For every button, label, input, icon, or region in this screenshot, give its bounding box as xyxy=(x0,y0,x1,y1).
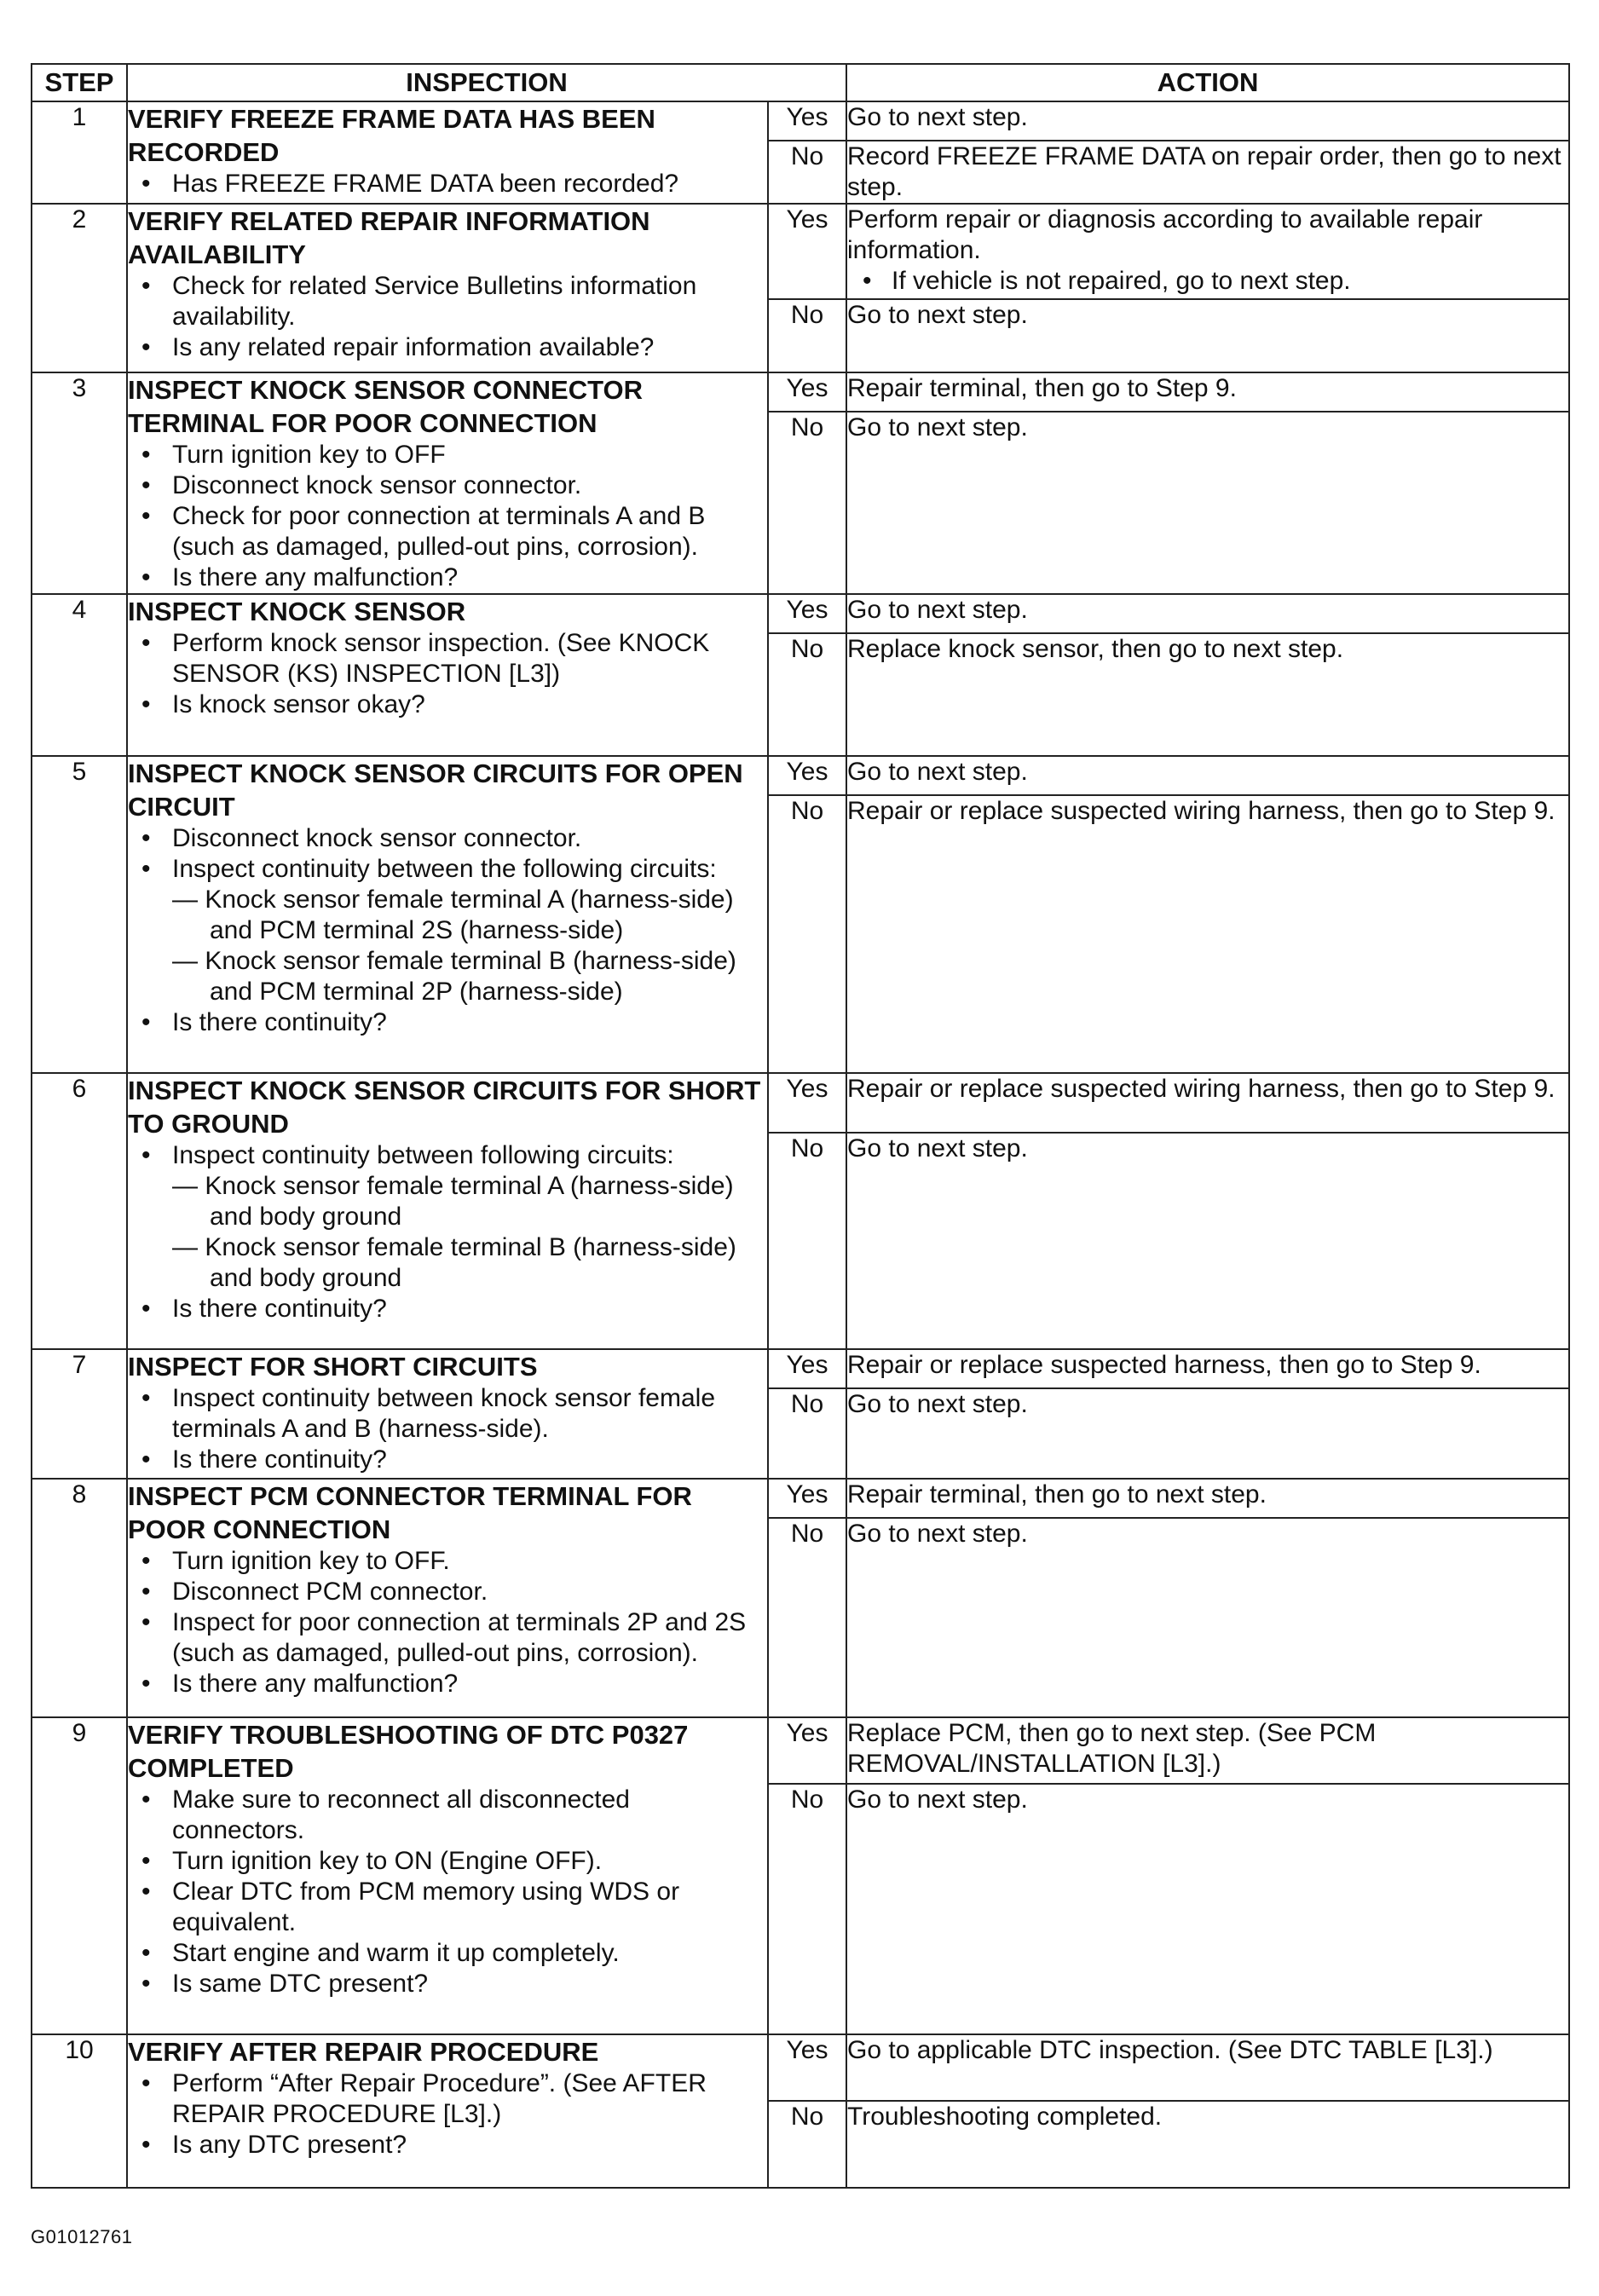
inspection-list xyxy=(128,1785,767,1999)
no-label: No xyxy=(768,633,846,756)
no-action xyxy=(846,1784,1569,2034)
yes-label: Yes xyxy=(768,1073,846,1133)
inspection-item-text: Has FREEZE FRAME DATA been recorded? xyxy=(172,170,679,198)
inspection-item xyxy=(128,1785,767,1846)
inspection-cell xyxy=(127,1479,768,1717)
inspection-list xyxy=(128,440,767,593)
no-action-text: Go to next step. xyxy=(847,1390,1028,1418)
inspection-item-text: Is there continuity? xyxy=(172,1295,387,1323)
step-row xyxy=(32,1073,1569,1133)
no-action xyxy=(846,412,1569,594)
inspection-cell xyxy=(127,1349,768,1479)
inspection-list xyxy=(128,1383,767,1475)
yes-label: Yes xyxy=(768,204,846,299)
yes-action-text: Repair terminal, then go to next step. xyxy=(847,1480,1267,1509)
step-title: INSPECT PCM CONNECTOR TERMINAL FOR POOR CONNECTION xyxy=(128,1481,692,1544)
step-title: INSPECT KNOCK SENSOR CONNECTOR TERMINAL FOR POOR CONNECTION xyxy=(128,375,643,438)
inspection-item xyxy=(128,1140,767,1294)
inspection-item xyxy=(128,440,767,470)
inspection-item xyxy=(128,628,767,689)
inspection-item xyxy=(128,823,767,854)
no-action-text: Record FREEZE FRAME DATA on repair order, then go to next step. xyxy=(847,142,1561,201)
inspection-list xyxy=(128,169,767,199)
inspection-item xyxy=(128,332,767,363)
no-label: No xyxy=(768,795,846,1073)
action-list xyxy=(847,266,1568,297)
no-action-text: Go to next step. xyxy=(847,1520,1028,1548)
diagnostic-procedure-table xyxy=(31,63,1570,2189)
inspection-cell xyxy=(127,204,768,372)
no-action-text: Go to next step. xyxy=(847,413,1028,441)
no-action xyxy=(846,1388,1569,1479)
step-row xyxy=(32,2034,1569,2101)
step-row xyxy=(32,372,1569,412)
yes-label: Yes xyxy=(768,1479,846,1518)
figure-id: G01012761 xyxy=(31,2226,133,2247)
inspection-cell xyxy=(127,756,768,1073)
step-number: 8 xyxy=(32,1479,127,1717)
no-action-text: Troubleshooting completed. xyxy=(847,2103,1163,2131)
no-action xyxy=(846,633,1569,756)
header-inspection: INSPECTION xyxy=(127,64,846,101)
inspection-subitem: — Knock sensor female terminal A (harness-side) and body ground xyxy=(172,1172,734,1231)
yes-action-text: Repair terminal, then go to Step 9. xyxy=(847,374,1237,402)
step-title: INSPECT KNOCK SENSOR CIRCUITS FOR SHORT TO GROUND xyxy=(128,1076,761,1139)
inspection-item-text: Is there continuity? xyxy=(172,1008,387,1036)
inspection-item-text: Is same DTC present? xyxy=(172,1970,429,1998)
yes-action-text: Go to next step. xyxy=(847,758,1028,786)
inspection-item xyxy=(128,2130,767,2160)
inspection-item-text: Turn ignition key to OFF xyxy=(172,441,446,469)
step-row xyxy=(32,101,1569,141)
no-action xyxy=(846,1518,1569,1717)
inspection-list xyxy=(128,1546,767,1699)
no-action-text: Repair or replace suspected wiring harness, then go to Step 9. xyxy=(847,797,1556,825)
inspection-item xyxy=(128,501,767,562)
yes-label: Yes xyxy=(768,756,846,795)
step-row xyxy=(32,1717,1569,1784)
step-number: 3 xyxy=(32,372,127,594)
action-item: • If vehicle is not repaired, go to next step. xyxy=(847,266,1568,297)
yes-action-text: Go to next step. xyxy=(847,103,1028,131)
inspection-item xyxy=(128,1383,767,1445)
step-row xyxy=(32,594,1569,633)
yes-action xyxy=(846,1717,1569,1784)
inspection-subitem: — Knock sensor female terminal B (harness-side) and body ground xyxy=(172,1233,736,1292)
inspection-item-text: Inspect continuity between following circuits: xyxy=(172,1141,674,1169)
step-number: 6 xyxy=(32,1073,127,1349)
yes-action-text: Replace PCM, then go to next step. (See PCM REMOVAL/INSTALLATION [L3].) xyxy=(847,1719,1377,1778)
inspection-item-text: Is knock sensor okay? xyxy=(172,690,425,718)
inspection-item-text: Clear DTC from PCM memory using WDS or equivalent. xyxy=(172,1878,680,1936)
step-row xyxy=(32,204,1569,299)
step-number: 4 xyxy=(32,594,127,756)
inspection-item-text: Turn ignition key to OFF. xyxy=(172,1547,450,1575)
yes-action-text: Repair or replace suspected harness, then go to Step 9. xyxy=(847,1351,1481,1379)
step-title: INSPECT KNOCK SENSOR CIRCUITS FOR OPEN CIRCUIT xyxy=(128,759,743,822)
inspection-list xyxy=(128,271,767,363)
inspection-cell xyxy=(127,2034,768,2188)
yes-action-text: Perform repair or diagnosis according to available repair information. xyxy=(847,205,1483,264)
document-page xyxy=(31,63,1568,2189)
yes-action xyxy=(846,2034,1569,2101)
yes-action xyxy=(846,1073,1569,1133)
no-label: No xyxy=(768,2101,846,2188)
no-label: No xyxy=(768,1784,846,2034)
step-title: VERIFY TROUBLESHOOTING OF DTC P0327 COMPLETED xyxy=(128,1720,689,1783)
inspection-subitem: — Knock sensor female terminal A (harness-side) and PCM terminal 2S (harness-side) xyxy=(172,886,734,944)
inspection-item xyxy=(128,169,767,199)
yes-label: Yes xyxy=(768,1349,846,1388)
step-row xyxy=(32,756,1569,795)
no-action xyxy=(846,1133,1569,1349)
no-action xyxy=(846,299,1569,372)
yes-action xyxy=(846,594,1569,633)
yes-action-text: Repair or replace suspected wiring harness, then go to Step 9. xyxy=(847,1075,1556,1103)
yes-action xyxy=(846,1479,1569,1518)
inspection-item-text: Disconnect knock sensor connector. xyxy=(172,471,582,499)
inspection-cell xyxy=(127,372,768,594)
inspection-item xyxy=(128,1294,767,1324)
inspection-item xyxy=(128,562,767,593)
inspection-item-text: Is there any malfunction? xyxy=(172,1670,459,1698)
inspection-item xyxy=(128,1846,767,1877)
yes-action-text: Go to applicable DTC inspection. (See DTC TABLE [L3].) xyxy=(847,2036,1493,2064)
yes-action xyxy=(846,372,1569,412)
inspection-item xyxy=(128,271,767,332)
inspection-item-text: Is there any malfunction? xyxy=(172,563,459,591)
inspection-item xyxy=(128,1445,767,1475)
inspection-item xyxy=(128,1969,767,1999)
inspection-item xyxy=(128,1007,767,1038)
no-action xyxy=(846,141,1569,204)
inspection-item-text: Disconnect PCM connector. xyxy=(172,1578,488,1606)
no-label: No xyxy=(768,412,846,594)
no-action-text: Go to next step. xyxy=(847,1134,1028,1162)
inspection-cell xyxy=(127,1717,768,2034)
yes-action xyxy=(846,101,1569,141)
header-step: STEP xyxy=(32,64,127,101)
inspection-item-text: Is any related repair information available? xyxy=(172,333,655,361)
no-label: No xyxy=(768,1133,846,1349)
inspection-item xyxy=(128,1607,767,1669)
yes-action-text: Go to next step. xyxy=(847,596,1028,624)
inspection-item-text: Is there continuity? xyxy=(172,1445,387,1474)
no-action-text: Go to next step. xyxy=(847,301,1028,329)
inspection-item xyxy=(128,1669,767,1699)
inspection-item-text: Inspect continuity between the following circuits: xyxy=(172,855,717,883)
step-number: 1 xyxy=(32,101,127,204)
inspection-item-text: Disconnect knock sensor connector. xyxy=(172,824,582,852)
yes-label: Yes xyxy=(768,372,846,412)
inspection-item-text: Make sure to reconnect all disconnected connectors. xyxy=(172,1785,630,1844)
inspection-item-text: Check for poor connection at terminals A and B (such as damaged, pulled-out pins, corrosion). xyxy=(172,502,706,561)
yes-action xyxy=(846,1349,1569,1388)
step-title: VERIFY FREEZE FRAME DATA HAS BEEN RECORDED xyxy=(128,104,655,167)
step-title: VERIFY AFTER REPAIR PROCEDURE xyxy=(128,2037,599,2067)
yes-label: Yes xyxy=(768,594,846,633)
inspection-list xyxy=(128,628,767,720)
header-action: ACTION xyxy=(846,64,1569,101)
step-number: 2 xyxy=(32,204,127,372)
inspection-item xyxy=(128,1938,767,1969)
inspection-item xyxy=(128,854,767,1007)
inspection-item-text: Inspect continuity between knock sensor female terminals A and B (harness-side). xyxy=(172,1384,716,1443)
yes-action xyxy=(846,204,1569,299)
yes-label: Yes xyxy=(768,1717,846,1784)
inspection-item-text: Perform “After Repair Procedure”. (See AFTER REPAIR PROCEDURE [L3].) xyxy=(172,2069,707,2128)
inspection-item xyxy=(128,689,767,720)
inspection-list xyxy=(128,823,767,1038)
inspection-item-text: Turn ignition key to ON (Engine OFF). xyxy=(172,1847,603,1875)
step-title: VERIFY RELATED REPAIR INFORMATION AVAILABILITY xyxy=(128,206,650,269)
inspection-cell xyxy=(127,1073,768,1349)
no-label: No xyxy=(768,1518,846,1717)
no-label: No xyxy=(768,141,846,204)
inspection-list xyxy=(128,1140,767,1324)
no-label: No xyxy=(768,1388,846,1479)
inspection-item xyxy=(128,1546,767,1577)
inspection-item xyxy=(128,470,767,501)
inspection-item-text: Perform knock sensor inspection. (See KNOCK SENSOR (KS) INSPECTION [L3]) xyxy=(172,629,710,688)
step-title: INSPECT FOR SHORT CIRCUITS xyxy=(128,1352,538,1382)
step-number: 5 xyxy=(32,756,127,1073)
inspection-item xyxy=(128,1877,767,1938)
inspection-item xyxy=(128,2068,767,2130)
no-action-text: Replace knock sensor, then go to next step. xyxy=(847,635,1344,663)
yes-action xyxy=(846,756,1569,795)
inspection-item-text: Inspect for poor connection at terminals 2P and 2S (such as damaged, pulled-out pins, corrosion). xyxy=(172,1608,747,1667)
no-label: No xyxy=(768,299,846,372)
no-action xyxy=(846,795,1569,1073)
inspection-cell xyxy=(127,101,768,204)
no-action-text: Go to next step. xyxy=(847,1785,1028,1814)
yes-label: Yes xyxy=(768,2034,846,2101)
inspection-cell xyxy=(127,594,768,756)
table-body xyxy=(32,101,1569,2188)
step-number: 9 xyxy=(32,1717,127,2034)
step-number: 10 xyxy=(32,2034,127,2188)
step-row xyxy=(32,1479,1569,1518)
step-number: 7 xyxy=(32,1349,127,1479)
inspection-item-text: Is any DTC present? xyxy=(172,2131,407,2159)
step-row xyxy=(32,1349,1569,1388)
inspection-item xyxy=(128,1577,767,1607)
table-header-row xyxy=(32,64,1569,101)
yes-label: Yes xyxy=(768,101,846,141)
inspection-item-text: Check for related Service Bulletins information availability. xyxy=(172,272,697,331)
inspection-subitem: — Knock sensor female terminal B (harness-side) and PCM terminal 2P (harness-side) xyxy=(172,947,736,1006)
inspection-item-text: Start engine and warm it up completely. xyxy=(172,1939,620,1967)
step-title: INSPECT KNOCK SENSOR xyxy=(128,597,466,626)
inspection-list xyxy=(128,2068,767,2160)
no-action xyxy=(846,2101,1569,2188)
